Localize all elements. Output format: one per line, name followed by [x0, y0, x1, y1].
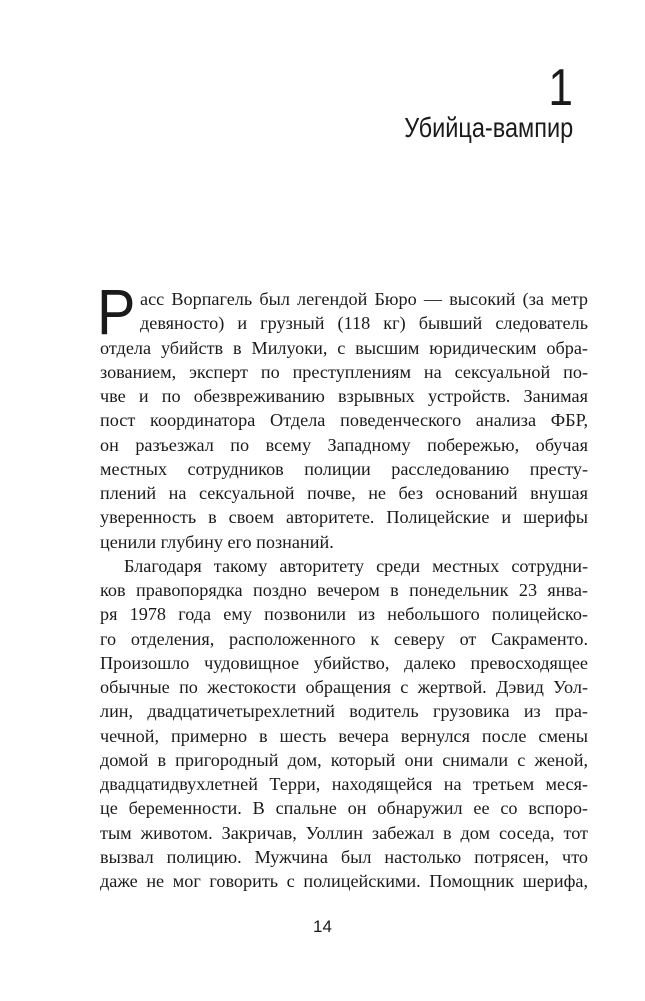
page-number: 14: [313, 917, 332, 936]
text-line: ков правопорядка поздно вечером в понедельник 23 янва-: [100, 580, 588, 600]
text-line: ря 1978 года ему позвонили из небольшого полицейско-: [100, 604, 588, 625]
text-line: ценили глубину его познаний.: [100, 531, 334, 552]
text-line: двадцатидвухлетней Терри, находящейся на третьем меся-: [100, 774, 588, 794]
text-line: тым животом. Закричав, Уоллин забежал в дом соседа, тот: [100, 822, 588, 843]
text-line: девяносто) и грузный (118 кг) бывший следователь: [140, 313, 588, 334]
text-line: зованием, эксперт по преступлениям на сексуальной по-: [100, 361, 588, 382]
text-line: чве и по обезвреживанию взрывных устройств. Занимая: [100, 386, 588, 406]
text-line: чечной, примерно в шесть вечера вернулся после смены: [100, 725, 588, 746]
chapter-title: Убийца-вампир: [404, 112, 573, 143]
text-line: домой в пригородный дом, который они снимали с женой,: [100, 749, 588, 770]
text-line: го отделения, расположенного к северу от Сакраменто.: [100, 628, 588, 649]
text-line: Благодаря такому авторитету среди местных сотрудни-: [124, 555, 588, 576]
text-line: даже не мог говорить с полицейскими. Помощник шерифа,: [100, 871, 588, 891]
text-line: местных сотрудников полиции расследованию престу-: [100, 458, 588, 479]
text-line: пост координатора Отдела поведенческого анализа ФБР,: [100, 410, 588, 431]
text-line: вызвал полицию. Мужчина был настолько потрясен, что: [100, 846, 588, 867]
text-line: обычные по жестокости обращения с жертвой. Дэвид Уол-: [100, 677, 588, 697]
paragraphs: [100, 287, 588, 893]
paragraph: [100, 287, 588, 554]
text-line: отдела убийств в Милуоки, с высшим юридическим обра-: [100, 337, 588, 358]
text-line: це беременности. В спальне он обнаружил ее со вспоро-: [100, 798, 588, 819]
body-text: [97, 276, 588, 893]
text-line: уверенность в своем авторитете. Полицейские и шерифы: [100, 507, 588, 528]
text-line: лин, двадцатичетырехлетний водитель грузовика из пра-: [100, 701, 588, 722]
text-line: Произошло чудовищное убийство, далеко превосходящее: [100, 652, 588, 673]
text-line: плений на сексуальной почве, не без оснований внушая: [100, 483, 588, 503]
text-line: асс Ворпагель был легендой Бюро — высокий (за метр: [140, 289, 588, 309]
chapter-number: 1: [548, 59, 573, 117]
text-line: он разъезжал по всему Западному побережью, обучая: [100, 434, 588, 455]
drop-cap: Р: [97, 276, 136, 348]
paragraph: [100, 554, 588, 894]
